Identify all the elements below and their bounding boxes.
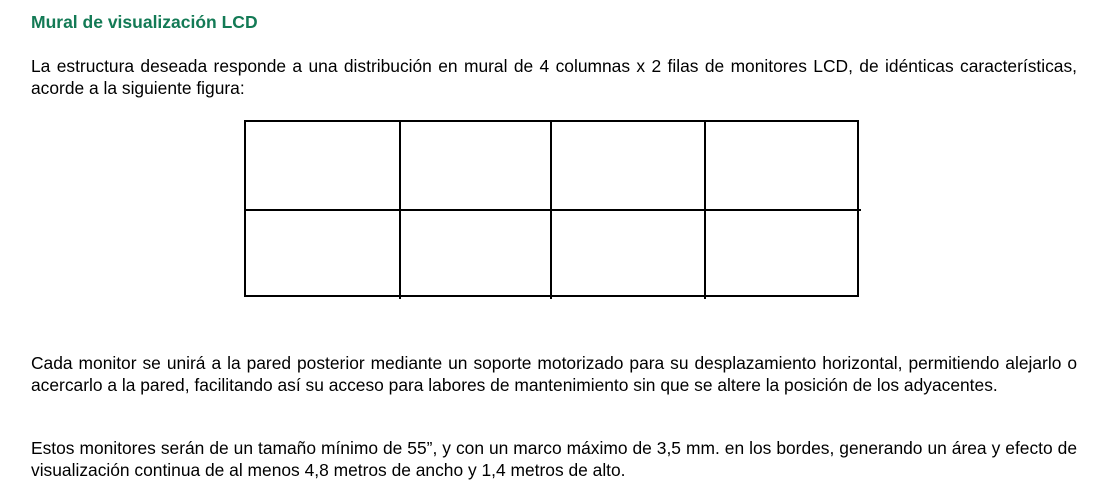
monitor-cell: [246, 211, 401, 299]
monitor-cell: [401, 211, 552, 299]
monitor-cell: [706, 122, 861, 211]
section-title: Mural de visualización LCD: [31, 12, 258, 32]
intro-paragraph: La estructura deseada responde a una distribución en mural de 4 columnas x 2 filas de monitores LCD, de idénticas características, acorde a la siguiente figura:: [31, 56, 1077, 98]
monitor-cell: [552, 122, 706, 211]
monitor-cell: [401, 122, 552, 211]
monitor-cell: [246, 122, 401, 211]
monitor-wall-figure: [244, 120, 859, 297]
support-paragraph: Cada monitor se unirá a la pared posterior mediante un soporte motorizado para su desplazamiento horizontal, permitiendo alejarlo o acercarlo a la pared, facilitando así su acceso para labores de mantenimiento sin que se altere la posición de los adyacentes.: [31, 353, 1077, 395]
monitor-cell: [552, 211, 706, 299]
monitor-cell: [706, 211, 861, 299]
size-paragraph: Estos monitores serán de un tamaño mínimo de 55”, y con un marco máximo de 3,5 mm. en los bordes, generando un área y efecto de visualización continua de al menos 4,8 metros de ancho y 1,4 metros de alto.: [31, 438, 1077, 480]
